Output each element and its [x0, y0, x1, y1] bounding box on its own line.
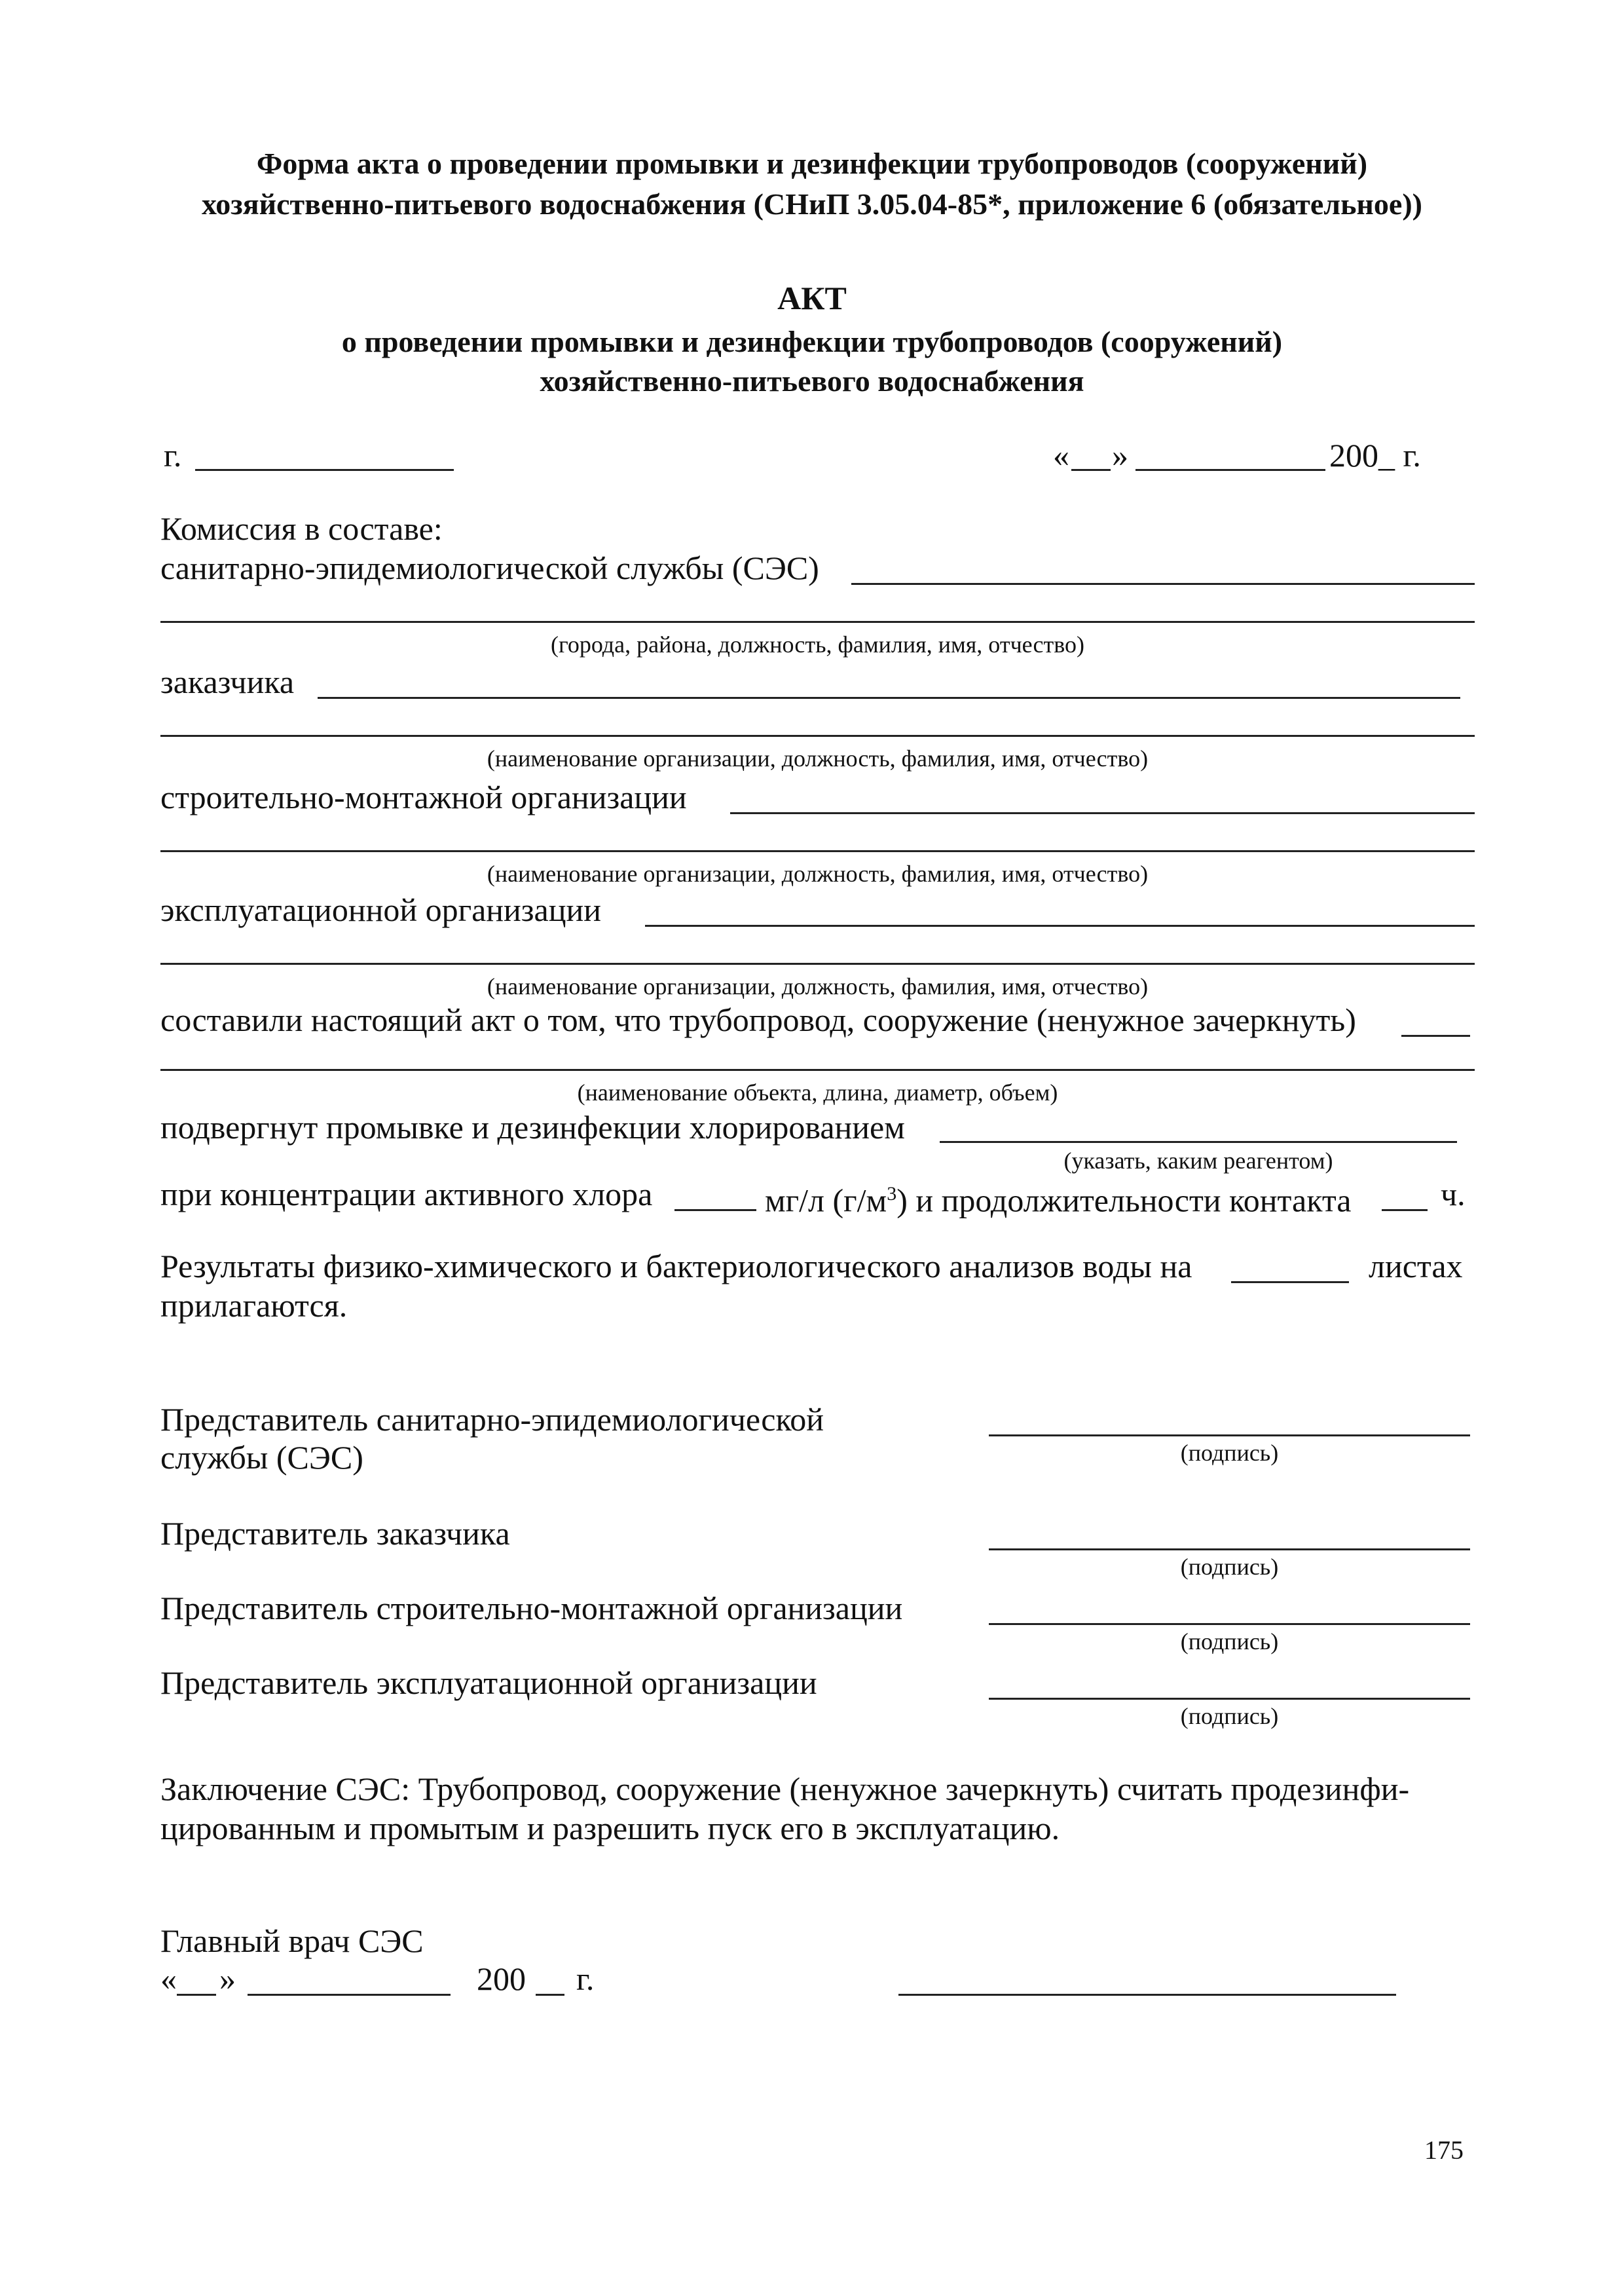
operation-label: эксплуатационной организации — [160, 891, 602, 928]
construction-caption: (наименование организации, должность, фамилия, имя, отчество) — [487, 861, 1149, 887]
chief-date-day-field[interactable] — [177, 1994, 216, 1996]
results-line-2: прилагаются. — [160, 1287, 348, 1324]
chief-date-year-prefix: 200 — [477, 1960, 526, 1997]
customer-caption: (наименование организации, должность, фамилия, имя, отчество) — [487, 745, 1149, 772]
signature-operation-label: Представитель эксплуатационной организации — [160, 1664, 817, 1701]
customer-field-continued[interactable] — [160, 735, 1475, 737]
act-subtitle-2: хозяйственно-питьевого водоснабжения — [540, 364, 1084, 398]
signature-construction-caption: (подпись) — [1180, 1628, 1279, 1655]
customer-label: заказчика — [160, 664, 295, 700]
date-open-quote: « — [1053, 437, 1069, 474]
concentration-text-b: мг/л $(г/м^3)$ и продолжительности контакта — [765, 1182, 1352, 1219]
signature-customer-label: Представитель заказчика — [160, 1515, 510, 1552]
signature-ses-label-2: службы (СЭС) — [160, 1439, 363, 1476]
reagent-field[interactable] — [940, 1141, 1457, 1143]
construction-field-continued[interactable] — [160, 850, 1475, 852]
operation-field[interactable] — [645, 925, 1475, 927]
signature-operation-line[interactable] — [989, 1698, 1470, 1700]
signature-ses-line[interactable] — [989, 1434, 1470, 1436]
conclusion-line-1: Заключение СЭС: Трубопровод, сооружение (ненужное зачеркнуть) считать продезинфи- — [160, 1770, 1410, 1807]
results-line-1: Результаты физико-химического и бактериологического анализов воды на — [160, 1248, 1192, 1284]
object-caption: (наименование объекта, длина, диаметр, объем) — [577, 1079, 1058, 1106]
conclusion-line-2: цированным и промытым и разрешить пуск его в эксплуатацию. — [160, 1810, 1060, 1846]
date-day-field[interactable] — [1071, 469, 1111, 471]
header-line-2: хозяйственно-питьевого водоснабжения (СНиП 3.05.04-85*, приложение 6 (обязательное)) — [202, 187, 1422, 221]
header-line-1: Форма акта о проведении промывки и дезинфекции трубопроводов (сооружений) — [256, 147, 1368, 180]
chief-doctor-title: Главный врач СЭС — [160, 1922, 424, 1959]
signature-customer-line[interactable] — [989, 1548, 1470, 1550]
date-month-field[interactable] — [1135, 469, 1325, 471]
chlorination-text: подвергнут промывке и дезинфекции хлорированием — [160, 1109, 905, 1146]
act-subtitle-1: о проведении промывки и дезинфекции трубопроводов (сооружений) — [341, 325, 1283, 358]
date-year: 200_ г. — [1329, 437, 1421, 474]
concentration-text-a: при концентрации активного хлора — [160, 1176, 653, 1212]
operation-field-continued[interactable] — [160, 963, 1475, 965]
concentration-unit: ч. — [1441, 1176, 1466, 1212]
construction-field[interactable] — [730, 812, 1475, 814]
chief-date-open-quote: « — [160, 1960, 177, 1997]
signature-ses-label-1: Представитель санитарно-эпидемиологической — [160, 1401, 824, 1438]
signature-ses-caption: (подпись) — [1180, 1440, 1279, 1466]
city-field[interactable] — [195, 469, 454, 471]
date-close-quote: » — [1112, 437, 1128, 474]
chief-date-month-field[interactable] — [248, 1994, 451, 1996]
ses-field-continued[interactable] — [160, 621, 1475, 623]
reagent-caption: (указать, каким реагентом) — [1063, 1148, 1333, 1174]
chief-date-close-quote: » — [219, 1960, 236, 1997]
chlorine-concentration-field[interactable] — [674, 1209, 756, 1211]
signature-construction-line[interactable] — [989, 1623, 1470, 1625]
ses-caption: (города, района, должность, фамилия, имя, отчество) — [550, 631, 1084, 658]
object-field-start[interactable] — [1401, 1035, 1470, 1037]
chief-signature-line[interactable] — [898, 1994, 1396, 1996]
signature-operation-caption: (подпись) — [1180, 1703, 1279, 1729]
contact-duration-field[interactable] — [1382, 1209, 1428, 1211]
signature-construction-label: Представитель строительно-монтажной организации — [160, 1590, 903, 1626]
page-number: 175 — [1424, 2135, 1464, 2165]
commission-intro: Комиссия в составе: — [160, 510, 443, 547]
operation-caption: (наименование организации, должность, фамилия, имя, отчество) — [487, 973, 1149, 1000]
signature-customer-caption: (подпись) — [1180, 1554, 1279, 1580]
act-title: АКТ — [777, 280, 847, 316]
results-sheets: листах — [1369, 1248, 1463, 1284]
ses-label: санитарно-эпидемиологической службы (СЭС) — [160, 550, 819, 586]
city-prefix: г. — [164, 437, 182, 474]
sheets-count-field[interactable] — [1231, 1281, 1349, 1283]
object-field[interactable] — [160, 1069, 1475, 1071]
ses-field[interactable] — [851, 583, 1475, 585]
construction-label: строительно-монтажной организации — [160, 779, 687, 815]
chief-date-year-suffix: г. — [576, 1960, 595, 1997]
customer-field[interactable] — [318, 697, 1460, 699]
statement-line-1: составили настоящий акт о том, что трубопровод, сооружение (ненужное зачеркнуть) — [160, 1001, 1356, 1038]
chief-date-year-field[interactable] — [536, 1994, 564, 1996]
